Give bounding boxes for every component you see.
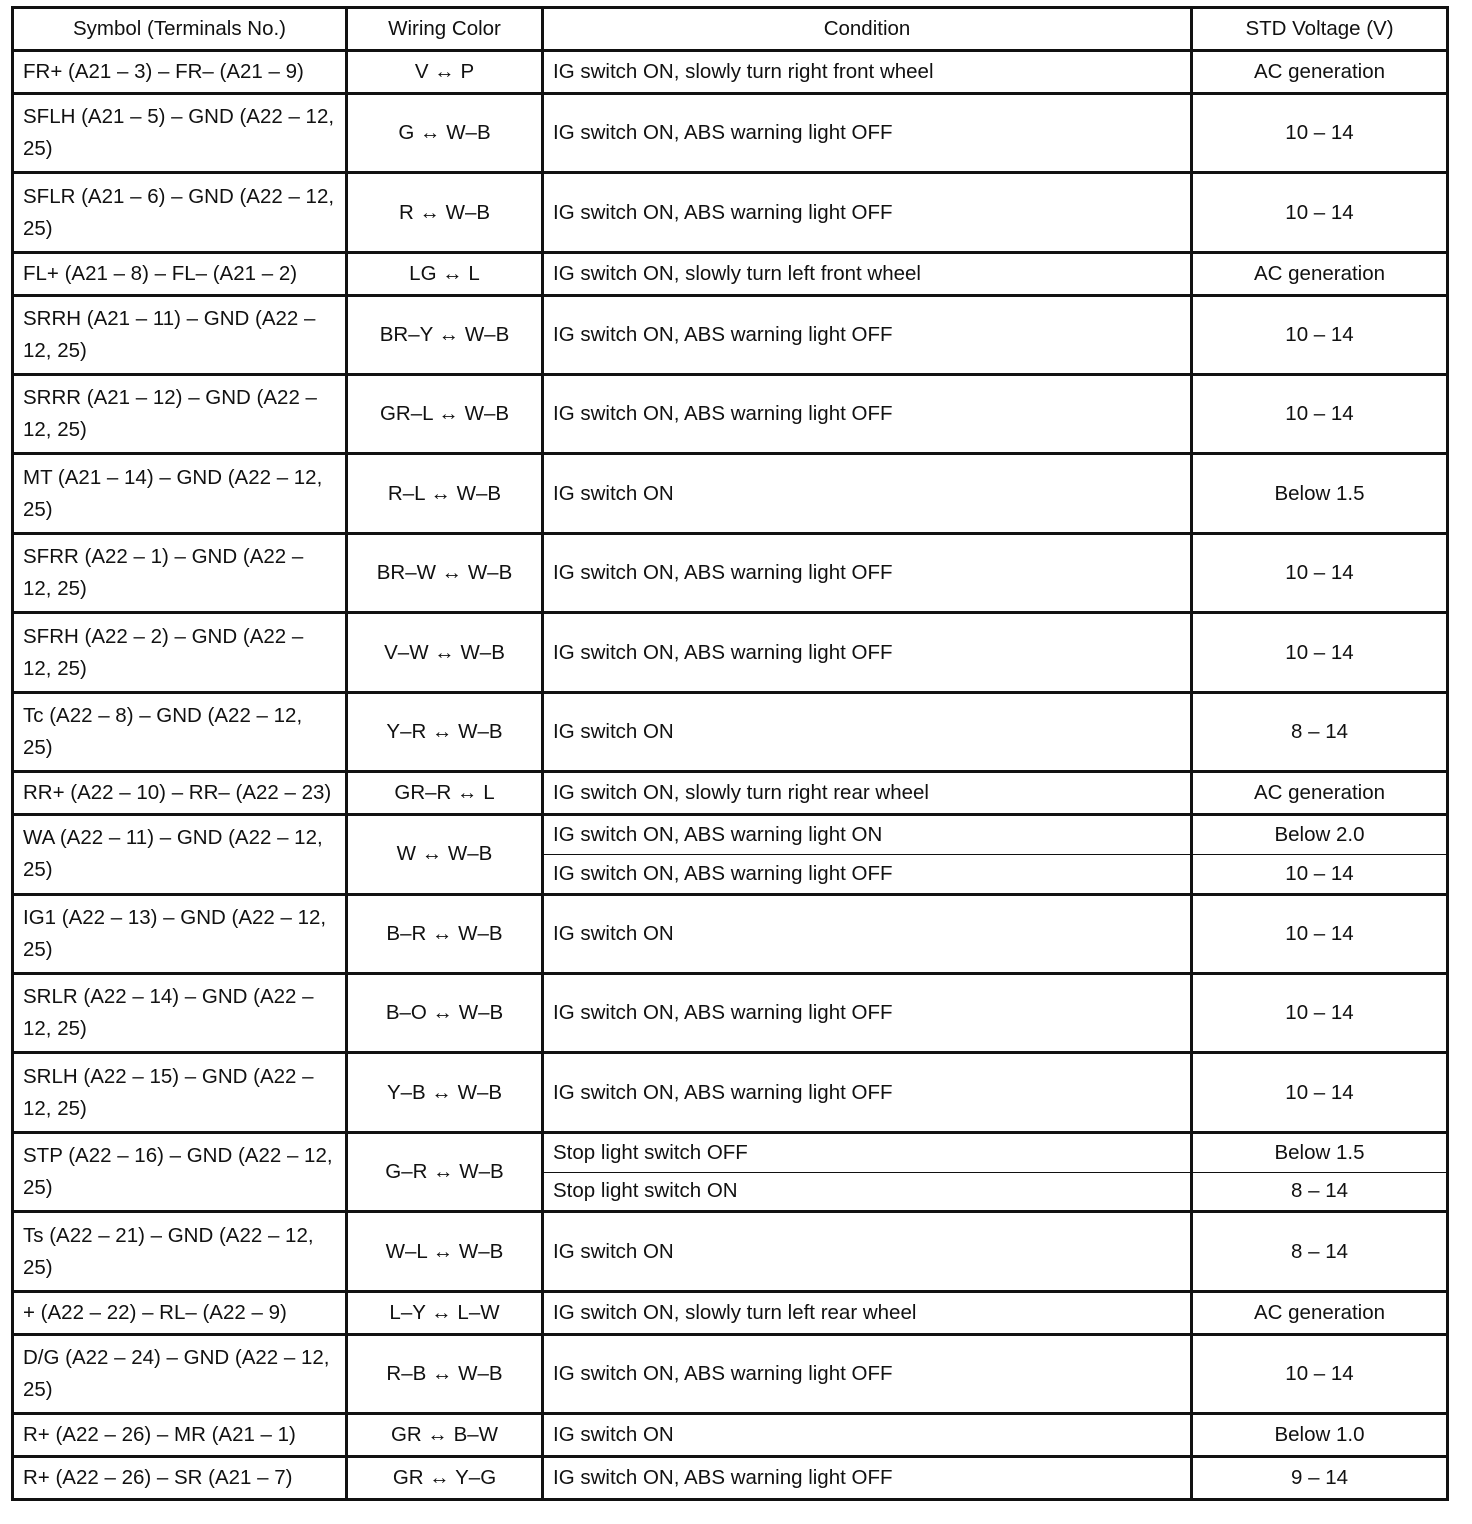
table-row — [13, 1291, 1448, 1334]
condition-cell: IG switch ON — [543, 692, 1192, 771]
wiring-color-cell: L–Y ↔ L–W — [347, 1291, 543, 1334]
condition-cell: IG switch ON, ABS warning light OFF — [543, 533, 1192, 612]
std-voltage-cell: Below 2.0 — [1192, 815, 1448, 855]
condition-cell: IG switch ON, ABS warning light OFF — [543, 854, 1192, 894]
symbol-cell: MT (A21 – 14) – GND (A22 – 12, 25) — [13, 454, 347, 533]
table-row — [13, 454, 1448, 533]
condition-cell: IG switch ON — [543, 1414, 1192, 1457]
symbol-cell: SRRH (A21 – 11) – GND (A22 – 12, 25) — [13, 295, 347, 374]
symbol-cell: STP (A22 – 16) – GND (A22 – 12, 25) — [13, 1132, 347, 1211]
symbol-cell: R+ (A22 – 26) – MR (A21 – 1) — [13, 1414, 347, 1457]
table-row — [13, 1456, 1448, 1499]
std-voltage-cell: AC generation — [1192, 772, 1448, 815]
header-condition: Condition — [543, 8, 1192, 51]
table-row — [13, 974, 1448, 1053]
table-row — [13, 93, 1448, 172]
std-voltage-cell: Below 1.5 — [1192, 454, 1448, 533]
std-voltage-cell: 10 – 14 — [1192, 173, 1448, 252]
wiring-color-cell: G ↔ W–B — [347, 93, 543, 172]
table-row — [13, 51, 1448, 94]
wiring-color-cell: GR–R ↔ L — [347, 772, 543, 815]
symbol-cell: WA (A22 – 11) – GND (A22 – 12, 25) — [13, 815, 347, 894]
std-voltage-cell: AC generation — [1192, 51, 1448, 94]
symbol-cell: SRLR (A22 – 14) – GND (A22 – 12, 25) — [13, 974, 347, 1053]
symbol-cell: FR+ (A21 – 3) – FR– (A21 – 9) — [13, 51, 347, 94]
condition-cell: IG switch ON, ABS warning light OFF — [543, 613, 1192, 692]
table-row — [13, 772, 1448, 815]
condition-cell: IG switch ON — [543, 454, 1192, 533]
table-row — [13, 894, 1448, 973]
table-row — [13, 533, 1448, 612]
symbol-cell: SFLH (A21 – 5) – GND (A22 – 12, 25) — [13, 93, 347, 172]
table-row — [13, 173, 1448, 252]
std-voltage-cell: 10 – 14 — [1192, 854, 1448, 894]
std-voltage-cell: 8 – 14 — [1192, 1172, 1448, 1212]
wiring-color-cell: W–L ↔ W–B — [347, 1212, 543, 1291]
symbol-cell: IG1 (A22 – 13) – GND (A22 – 12, 25) — [13, 894, 347, 973]
symbol-cell: FL+ (A21 – 8) – FL– (A21 – 2) — [13, 252, 347, 295]
header-std-voltage: STD Voltage (V) — [1192, 8, 1448, 51]
condition-cell: IG switch ON, ABS warning light OFF — [543, 974, 1192, 1053]
table-row — [13, 252, 1448, 295]
table-row — [13, 1212, 1448, 1291]
condition-cell: IG switch ON, slowly turn right front wheel — [543, 51, 1192, 94]
symbol-cell: SFRR (A22 – 1) – GND (A22 – 12, 25) — [13, 533, 347, 612]
wiring-color-cell: GR ↔ B–W — [347, 1414, 543, 1457]
wiring-color-cell: R–B ↔ W–B — [347, 1334, 543, 1413]
table-row — [13, 692, 1448, 771]
wiring-color-cell: BR–Y ↔ W–B — [347, 295, 543, 374]
wiring-color-cell: R–L ↔ W–B — [347, 454, 543, 533]
table-row — [13, 1414, 1448, 1457]
table-row — [13, 1053, 1448, 1132]
wiring-color-cell: R ↔ W–B — [347, 173, 543, 252]
std-voltage-cell: 9 – 14 — [1192, 1456, 1448, 1499]
symbol-cell: SRLH (A22 – 15) – GND (A22 – 12, 25) — [13, 1053, 347, 1132]
table-row — [13, 295, 1448, 374]
table-body — [13, 51, 1448, 1500]
std-voltage-cell: 8 – 14 — [1192, 1212, 1448, 1291]
std-voltage-cell: 10 – 14 — [1192, 894, 1448, 973]
header-row — [13, 8, 1448, 51]
wiring-color-cell: G–R ↔ W–B — [347, 1132, 543, 1211]
std-voltage-cell: 8 – 14 — [1192, 692, 1448, 771]
wiring-color-cell: LG ↔ L — [347, 252, 543, 295]
wiring-color-cell: B–R ↔ W–B — [347, 894, 543, 973]
std-voltage-cell: AC generation — [1192, 252, 1448, 295]
std-voltage-cell: AC generation — [1192, 1291, 1448, 1334]
std-voltage-cell: 10 – 14 — [1192, 375, 1448, 454]
condition-cell: IG switch ON — [543, 1212, 1192, 1291]
symbol-cell: SRRR (A21 – 12) – GND (A22 – 12, 25) — [13, 375, 347, 454]
condition-cell: IG switch ON, slowly turn left rear wheel — [543, 1291, 1192, 1334]
condition-cell: IG switch ON, slowly turn left front wheel — [543, 252, 1192, 295]
symbol-cell: Tc (A22 – 8) – GND (A22 – 12, 25) — [13, 692, 347, 771]
condition-cell: Stop light switch ON — [543, 1172, 1192, 1212]
header-symbol: Symbol (Terminals No.) — [13, 8, 347, 51]
std-voltage-cell: 10 – 14 — [1192, 93, 1448, 172]
table-row — [13, 1132, 1448, 1172]
std-voltage-cell: 10 – 14 — [1192, 974, 1448, 1053]
wiring-color-cell: V–W ↔ W–B — [347, 613, 543, 692]
condition-cell: IG switch ON, ABS warning light OFF — [543, 173, 1192, 252]
std-voltage-cell: 10 – 14 — [1192, 533, 1448, 612]
std-voltage-cell: Below 1.5 — [1192, 1132, 1448, 1172]
condition-cell: IG switch ON, ABS warning light OFF — [543, 1053, 1192, 1132]
symbol-cell: SFRH (A22 – 2) – GND (A22 – 12, 25) — [13, 613, 347, 692]
condition-cell: IG switch ON — [543, 894, 1192, 973]
wiring-color-cell: W ↔ W–B — [347, 815, 543, 894]
condition-cell: IG switch ON, ABS warning light ON — [543, 815, 1192, 855]
std-voltage-cell: Below 1.0 — [1192, 1414, 1448, 1457]
symbol-cell: + (A22 – 22) – RL– (A22 – 9) — [13, 1291, 347, 1334]
condition-cell: IG switch ON, ABS warning light OFF — [543, 93, 1192, 172]
wiring-color-cell: B–O ↔ W–B — [347, 974, 543, 1053]
wiring-color-cell: Y–R ↔ W–B — [347, 692, 543, 771]
table-row — [13, 815, 1448, 855]
std-voltage-cell: 10 – 14 — [1192, 295, 1448, 374]
symbol-cell: R+ (A22 – 26) – SR (A21 – 7) — [13, 1456, 347, 1499]
condition-cell: Stop light switch OFF — [543, 1132, 1192, 1172]
condition-cell: IG switch ON, ABS warning light OFF — [543, 295, 1192, 374]
condition-cell: IG switch ON, ABS warning light OFF — [543, 375, 1192, 454]
wiring-color-cell: Y–B ↔ W–B — [347, 1053, 543, 1132]
table-row — [13, 613, 1448, 692]
condition-cell: IG switch ON, slowly turn right rear wheel — [543, 772, 1192, 815]
table-row — [13, 375, 1448, 454]
header-wiring-color: Wiring Color — [347, 8, 543, 51]
table-row — [13, 1334, 1448, 1413]
symbol-cell: D/G (A22 – 24) – GND (A22 – 12, 25) — [13, 1334, 347, 1413]
symbol-cell: Ts (A22 – 21) – GND (A22 – 12, 25) — [13, 1212, 347, 1291]
ecu-terminal-voltage-table — [11, 6, 1449, 1501]
condition-cell: IG switch ON, ABS warning light OFF — [543, 1334, 1192, 1413]
std-voltage-cell: 10 – 14 — [1192, 613, 1448, 692]
condition-cell: IG switch ON, ABS warning light OFF — [543, 1456, 1192, 1499]
wiring-color-cell: GR ↔ Y–G — [347, 1456, 543, 1499]
std-voltage-cell: 10 – 14 — [1192, 1334, 1448, 1413]
symbol-cell: SFLR (A21 – 6) – GND (A22 – 12, 25) — [13, 173, 347, 252]
wiring-color-cell: GR–L ↔ W–B — [347, 375, 543, 454]
wiring-color-cell: BR–W ↔ W–B — [347, 533, 543, 612]
std-voltage-cell: 10 – 14 — [1192, 1053, 1448, 1132]
symbol-cell: RR+ (A22 – 10) – RR– (A22 – 23) — [13, 772, 347, 815]
wiring-color-cell: V ↔ P — [347, 51, 543, 94]
